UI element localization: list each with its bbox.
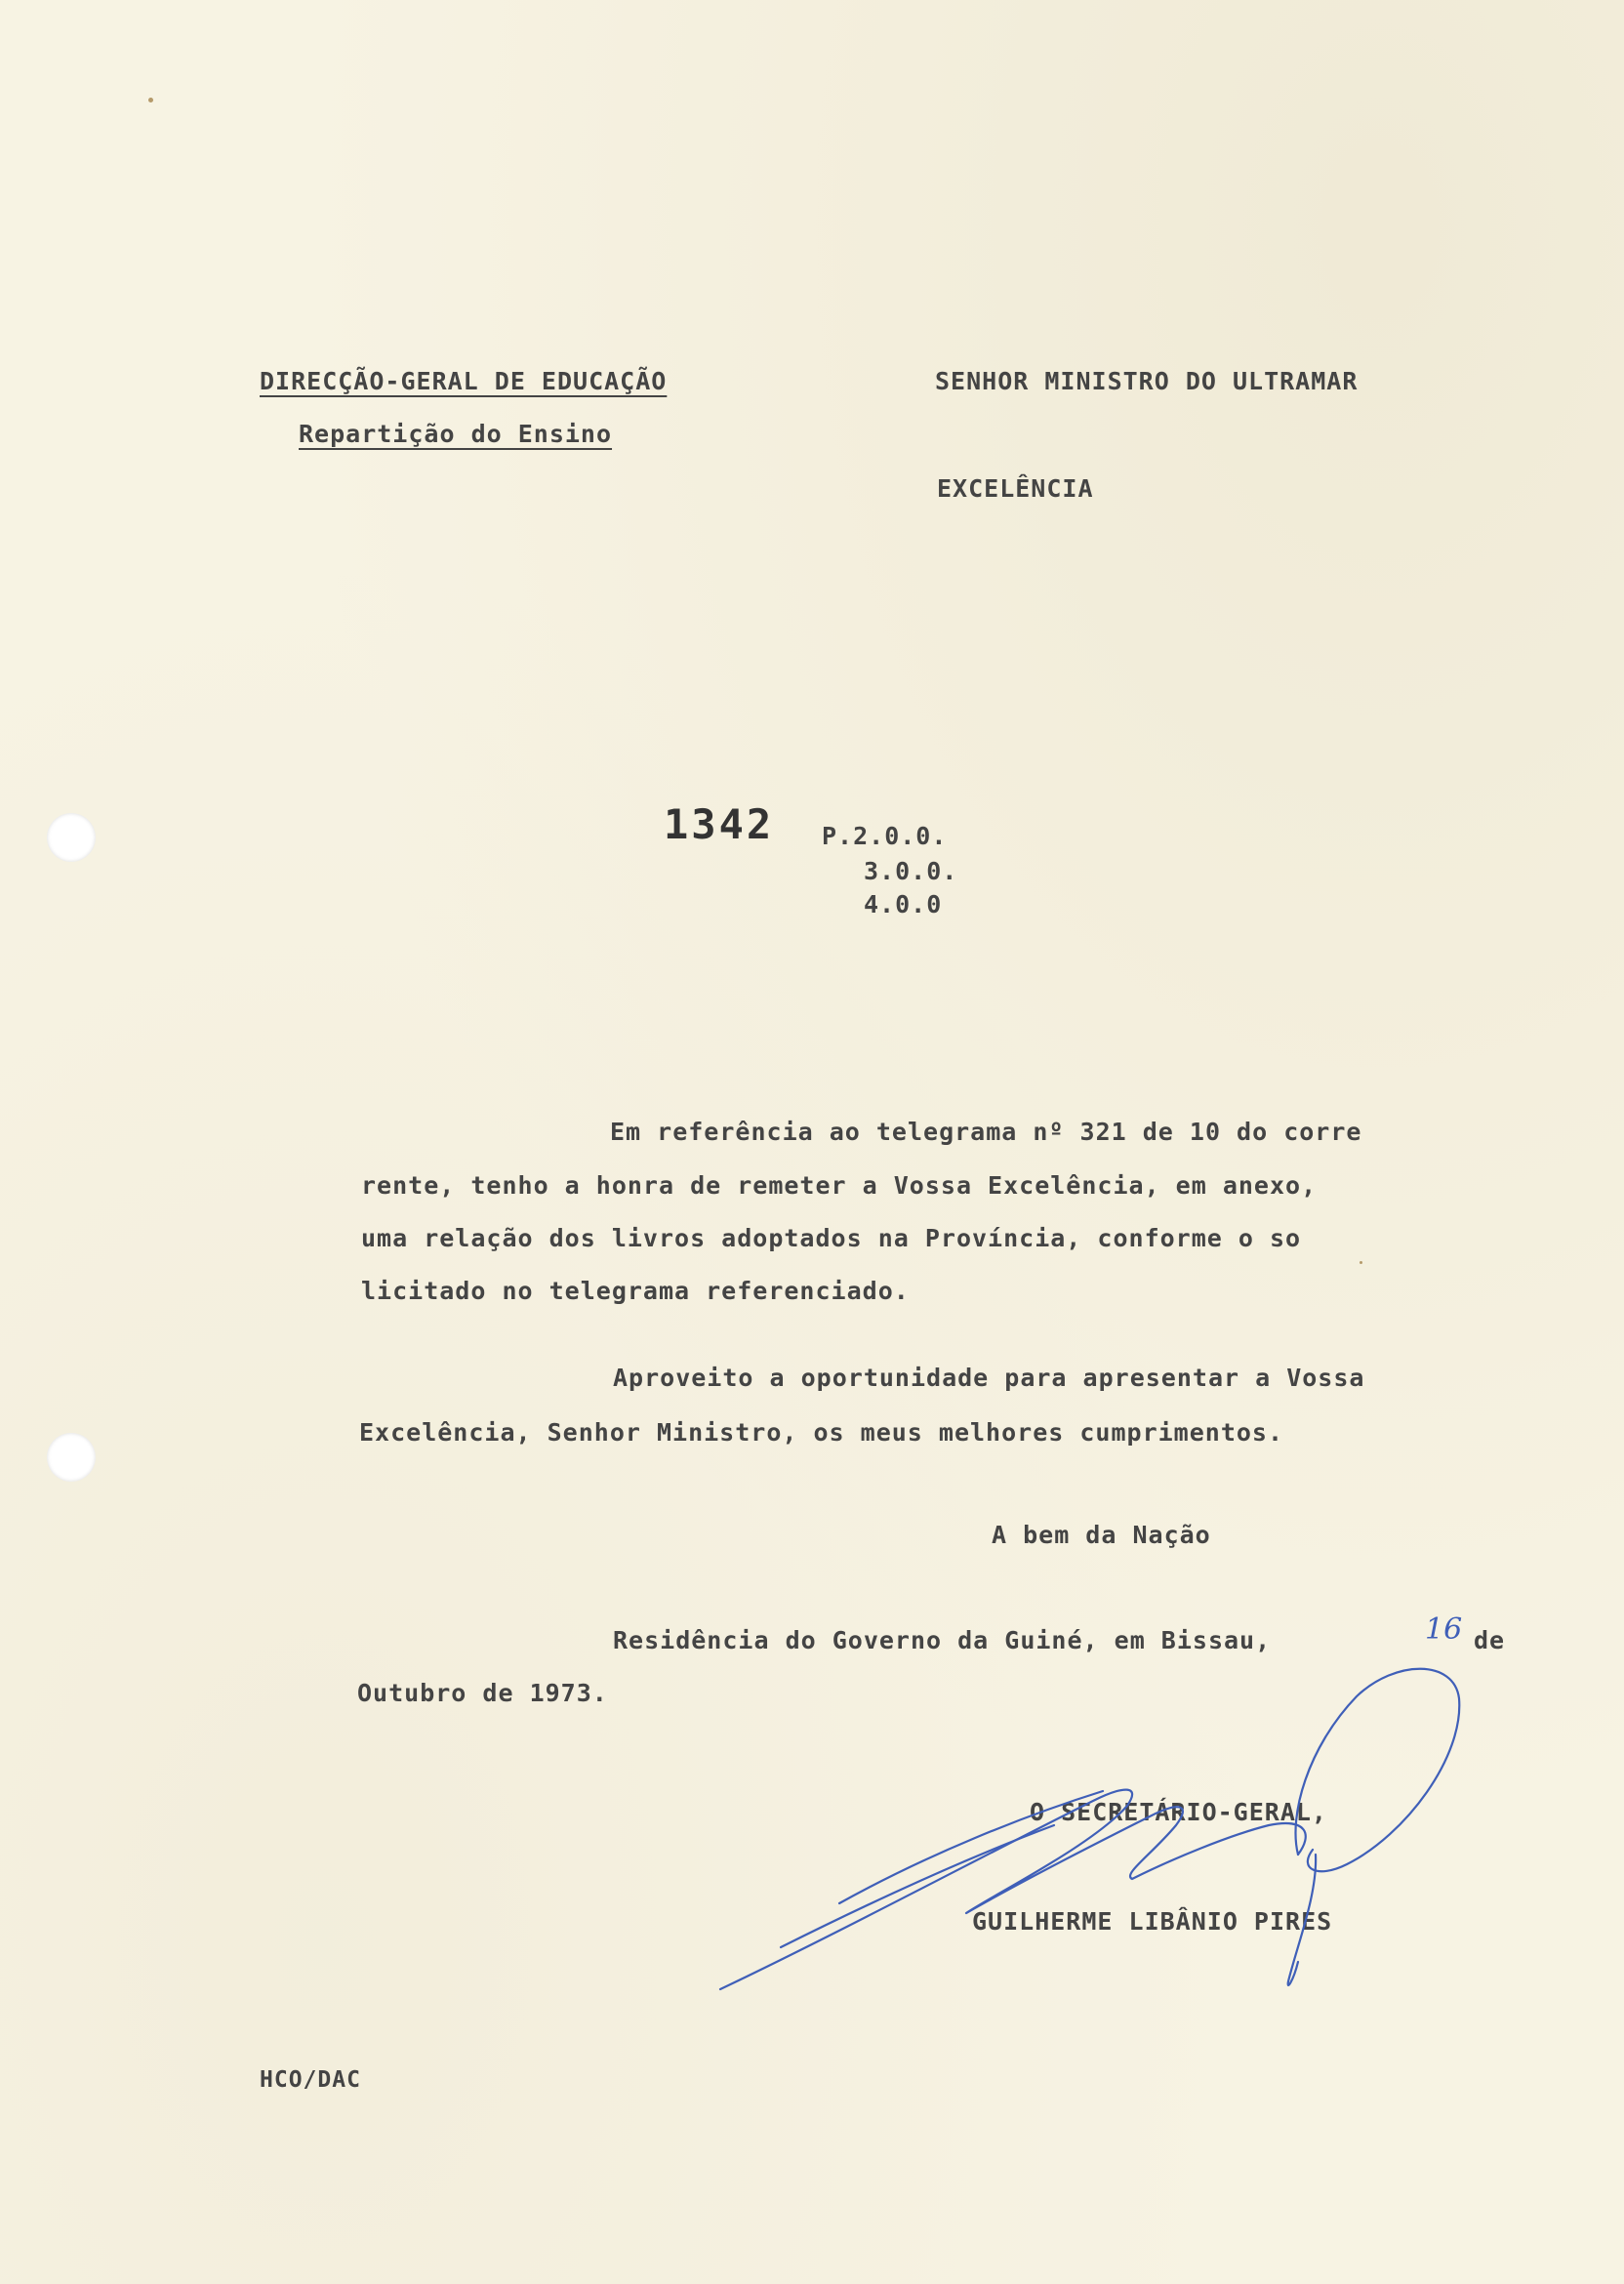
department-heading: DIRECÇÃO-GERAL DE EDUCAÇÃO — [260, 367, 668, 395]
signatory-title: O SECRETÁRIO-GERAL, — [1030, 1798, 1327, 1826]
reference-code: 4.0.0 — [864, 890, 943, 918]
reference-number: 1342 — [664, 800, 775, 848]
salutation: EXCELÊNCIA — [937, 474, 1094, 503]
body-paragraph-line: Em referência ao telegrama nº 321 de 10 do corre — [610, 1118, 1362, 1146]
body-paragraph-line: Aproveito a oportunidade para apresentar a Vossa — [613, 1364, 1365, 1392]
place-date-line: Outubro de 1973. — [357, 1679, 608, 1707]
reference-code: 3.0.0. — [864, 857, 958, 885]
closing-phrase: A bem da Nação — [992, 1521, 1211, 1549]
reference-code: P.2.0.0. — [822, 822, 948, 850]
signatory-name: GUILHERME LIBÂNIO PIRES — [972, 1907, 1333, 1936]
body-paragraph-line: Excelência, Senhor Ministro, os meus melhores cumprimentos. — [359, 1418, 1284, 1447]
reference-initials: HCO/DAC — [260, 2067, 361, 2093]
section-heading: Repartição do Ensino — [299, 420, 613, 448]
handwritten-day: 16 — [1425, 1612, 1463, 1647]
addressee: SENHOR MINISTRO DO ULTRAMAR — [935, 367, 1359, 395]
place-date-suffix: de — [1474, 1626, 1506, 1654]
body-paragraph-line: rente, tenho a honra de remeter a Vossa Excelência, em anexo, — [361, 1171, 1318, 1200]
place-date-line: Residência do Governo da Guiné, em Bissau, — [613, 1626, 1272, 1654]
body-paragraph-line: licitado no telegrama referenciado. — [361, 1277, 910, 1305]
body-paragraph-line: uma relação dos livros adoptados na Província, conforme o so — [361, 1224, 1302, 1252]
